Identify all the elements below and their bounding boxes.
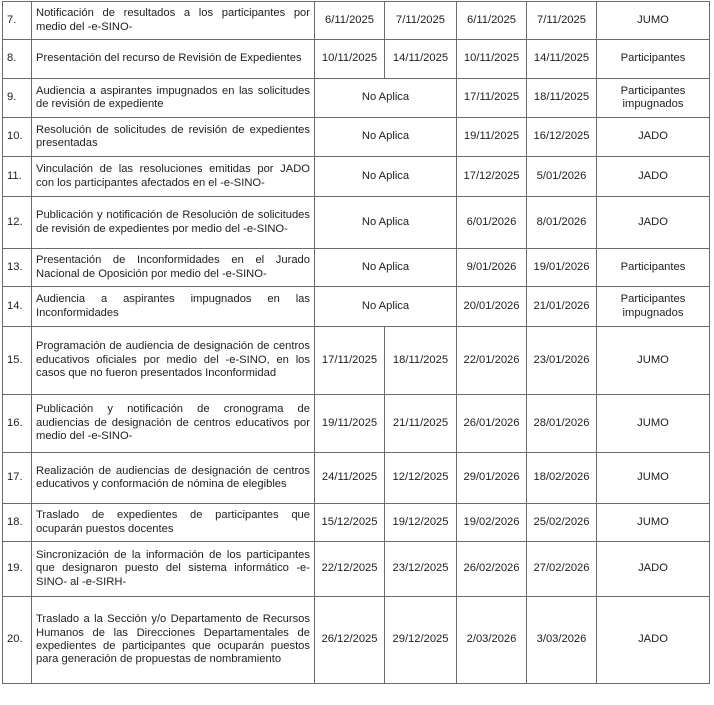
end-date-cell: 18/11/2025 xyxy=(385,327,457,395)
end-date-cell: 21/11/2025 xyxy=(385,395,457,453)
second-end-date-cell: 8/01/2026 xyxy=(527,197,597,249)
second-start-date-cell: 9/01/2026 xyxy=(457,249,527,287)
start-date-cell: 17/11/2025 xyxy=(315,327,385,395)
second-start-date-cell: 17/11/2025 xyxy=(457,79,527,118)
second-end-date-cell: 23/01/2026 xyxy=(527,327,597,395)
table-row xyxy=(3,197,710,249)
second-end-date-cell: 14/11/2025 xyxy=(527,40,597,79)
responsible-cell: JADO xyxy=(597,542,710,597)
second-start-date-cell: 6/01/2026 xyxy=(457,197,527,249)
responsible-cell: Participantes xyxy=(597,249,710,287)
table-row xyxy=(3,597,710,684)
row-number: 14. xyxy=(3,287,32,327)
end-date-cell: 23/12/2025 xyxy=(385,542,457,597)
activity-cell: Vinculación de las resoluciones emitidas por JADO con los participantes afectados en el -e-SINO- xyxy=(32,157,315,197)
row-number: 7. xyxy=(3,2,32,40)
responsible-cell: JUMO xyxy=(597,453,710,504)
activity-cell: Audiencia a aspirantes impugnados en las Inconformidades xyxy=(32,287,315,327)
end-date-cell: 29/12/2025 xyxy=(385,597,457,684)
table-row xyxy=(3,395,710,453)
activity-cell: Presentación del recurso de Revisión de Expedientes xyxy=(32,40,315,79)
row-number: 12. xyxy=(3,197,32,249)
second-start-date-cell: 22/01/2026 xyxy=(457,327,527,395)
table-row xyxy=(3,249,710,287)
row-number: 15. xyxy=(3,327,32,395)
second-start-date-cell: 26/02/2026 xyxy=(457,542,527,597)
second-start-date-cell: 10/11/2025 xyxy=(457,40,527,79)
end-date-cell: 14/11/2025 xyxy=(385,40,457,79)
responsible-cell: JADO xyxy=(597,197,710,249)
not-applicable-cell: No Aplica xyxy=(315,118,457,157)
schedule-table xyxy=(2,1,710,684)
second-end-date-cell: 3/03/2026 xyxy=(527,597,597,684)
table-row xyxy=(3,287,710,327)
activity-cell: Publicación y notificación de cronograma de audiencias de designación de centros educativos por medio del -e-SINO- xyxy=(32,395,315,453)
table-row xyxy=(3,542,710,597)
second-start-date-cell: 2/03/2026 xyxy=(457,597,527,684)
row-number: 16. xyxy=(3,395,32,453)
responsible-cell: JADO xyxy=(597,118,710,157)
second-end-date-cell: 25/02/2026 xyxy=(527,504,597,542)
row-number: 17. xyxy=(3,453,32,504)
second-end-date-cell: 21/01/2026 xyxy=(527,287,597,327)
start-date-cell: 15/12/2025 xyxy=(315,504,385,542)
activity-cell: Notificación de resultados a los participantes por medio del -e-SINO- xyxy=(32,2,315,40)
not-applicable-cell: No Aplica xyxy=(315,79,457,118)
table-row xyxy=(3,118,710,157)
second-start-date-cell: 6/11/2025 xyxy=(457,2,527,40)
table-row xyxy=(3,2,710,40)
responsible-cell: JADO xyxy=(597,597,710,684)
activity-cell: Traslado a la Sección y/o Departamento de Recursos Humanos de las Direcciones Departamentales de expedientes de participantes que ocuparán puestos para generación de propuestas de nombramiento xyxy=(32,597,315,684)
second-start-date-cell: 19/02/2026 xyxy=(457,504,527,542)
not-applicable-cell: No Aplica xyxy=(315,287,457,327)
start-date-cell: 26/12/2025 xyxy=(315,597,385,684)
end-date-cell: 19/12/2025 xyxy=(385,504,457,542)
second-end-date-cell: 19/01/2026 xyxy=(527,249,597,287)
second-start-date-cell: 19/11/2025 xyxy=(457,118,527,157)
table-row xyxy=(3,453,710,504)
table-row xyxy=(3,40,710,79)
second-end-date-cell: 18/02/2026 xyxy=(527,453,597,504)
responsible-cell: Participantes impugnados xyxy=(597,287,710,327)
row-number: 10. xyxy=(3,118,32,157)
activity-cell: Audiencia a aspirantes impugnados en las solicitudes de revisión de expediente xyxy=(32,79,315,118)
table-row xyxy=(3,157,710,197)
second-end-date-cell: 28/01/2026 xyxy=(527,395,597,453)
second-end-date-cell: 18/11/2025 xyxy=(527,79,597,118)
second-start-date-cell: 29/01/2026 xyxy=(457,453,527,504)
activity-cell: Resolución de solicitudes de revisión de expedientes presentadas xyxy=(32,118,315,157)
row-number: 11. xyxy=(3,157,32,197)
activity-cell: Realización de audiencias de designación de centros educativos y conformación de nómina de elegibles xyxy=(32,453,315,504)
second-start-date-cell: 20/01/2026 xyxy=(457,287,527,327)
responsible-cell: JUMO xyxy=(597,2,710,40)
second-end-date-cell: 27/02/2026 xyxy=(527,542,597,597)
activity-cell: Sincronización de la información de los participantes que designaron puesto del sistema informático -e-SINO- al -e-SIRH- xyxy=(32,542,315,597)
schedule-body xyxy=(3,2,710,684)
start-date-cell: 19/11/2025 xyxy=(315,395,385,453)
table-row xyxy=(3,327,710,395)
responsible-cell: Participantes impugnados xyxy=(597,79,710,118)
row-number: 19. xyxy=(3,542,32,597)
start-date-cell: 22/12/2025 xyxy=(315,542,385,597)
activity-cell: Traslado de expedientes de participantes que ocuparán puestos docentes xyxy=(32,504,315,542)
not-applicable-cell: No Aplica xyxy=(315,249,457,287)
second-end-date-cell: 7/11/2025 xyxy=(527,2,597,40)
row-number: 8. xyxy=(3,40,32,79)
activity-cell: Presentación de Inconformidades en el Jurado Nacional de Oposición por medio del -e-SINO- xyxy=(32,249,315,287)
start-date-cell: 6/11/2025 xyxy=(315,2,385,40)
table-row xyxy=(3,79,710,118)
responsible-cell: JUMO xyxy=(597,504,710,542)
row-number: 9. xyxy=(3,79,32,118)
second-start-date-cell: 26/01/2026 xyxy=(457,395,527,453)
second-end-date-cell: 16/12/2025 xyxy=(527,118,597,157)
start-date-cell: 10/11/2025 xyxy=(315,40,385,79)
row-number: 20. xyxy=(3,597,32,684)
second-end-date-cell: 5/01/2026 xyxy=(527,157,597,197)
responsible-cell: JADO xyxy=(597,157,710,197)
start-date-cell: 24/11/2025 xyxy=(315,453,385,504)
activity-cell: Publicación y notificación de Resolución de solicitudes de revisión de expedientes por medio del -e-SINO- xyxy=(32,197,315,249)
end-date-cell: 7/11/2025 xyxy=(385,2,457,40)
row-number: 13. xyxy=(3,249,32,287)
end-date-cell: 12/12/2025 xyxy=(385,453,457,504)
responsible-cell: Participantes xyxy=(597,40,710,79)
activity-cell: Programación de audiencia de designación de centros educativos oficiales por medio del -e-SINO, en los casos que no fueron presentados Inconformidad xyxy=(32,327,315,395)
second-start-date-cell: 17/12/2025 xyxy=(457,157,527,197)
responsible-cell: JUMO xyxy=(597,395,710,453)
responsible-cell: JUMO xyxy=(597,327,710,395)
row-number: 18. xyxy=(3,504,32,542)
not-applicable-cell: No Aplica xyxy=(315,157,457,197)
table-row xyxy=(3,504,710,542)
not-applicable-cell: No Aplica xyxy=(315,197,457,249)
